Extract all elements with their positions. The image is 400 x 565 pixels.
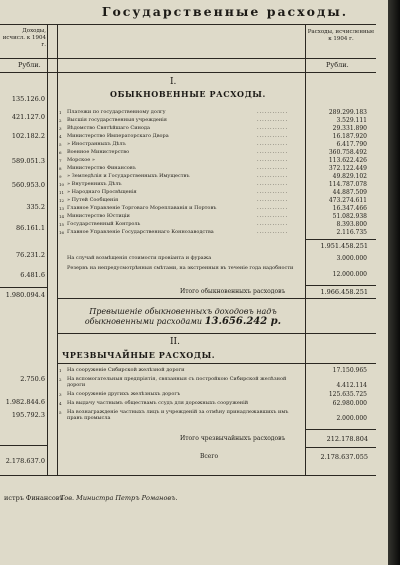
table-row: 12 » Путей Сообщенія ............ 473.274.611	[59, 197, 367, 204]
left-value: 2.750.6	[20, 375, 45, 383]
budget-table	[0, 24, 376, 476]
section-1-subtotal: 1.951.458.251	[320, 242, 368, 250]
left-value: 195.792.3	[11, 411, 45, 419]
section-2-total-rule	[305, 429, 376, 430]
surplus-note: Превышеніе обыкновенныхъ доходовъ надъ обыкновенными расходами 13.656.242 р.	[84, 307, 282, 327]
table-row: 7 Морское » ............ 113.622.426	[59, 157, 367, 164]
table-row: 6 Военное Министерство ............ 360.758.492	[59, 149, 367, 156]
left-column-header: Доходы, исчисл. к 1904 г.	[2, 28, 46, 48]
section-2-title-rule	[57, 363, 376, 364]
section-2-total-label: Итого чрезвычайныхъ расходовъ	[180, 435, 286, 442]
column-rule-left	[47, 25, 48, 475]
unit-rule	[0, 72, 376, 73]
table-row: 2 На вспомогательныя предпріятія, связанныя съ постройкою Сибирской желѣзной дороги 4.412.114	[59, 376, 367, 389]
right-unit-label: Рубли.	[326, 61, 349, 69]
table-row: 15 Государственный Контроль ............ 8.393.800	[59, 221, 367, 228]
grand-total: 2.178.637.055	[320, 453, 368, 461]
table-row: 3 Вѣдомство Святѣйшаго Синода ............ 29.331.890	[59, 125, 367, 132]
table-row: 9 » Земледѣлія и Государственныхъ Имуществъ ............ 49.829.102	[59, 173, 367, 180]
section-2-total: 212.178.804	[326, 435, 368, 443]
table-row: 1 На сооруженіе Сибирской желѣзной дороги 17.150.965	[59, 367, 367, 374]
total-rule	[305, 285, 376, 286]
footer-left-text: истръ Финансовъ	[4, 494, 64, 502]
table-row: 4 На выдачу частнымъ обществамъ ссудъ для дорожныхъ сооруженій 62.980.000	[59, 400, 367, 407]
table-row: 3 На сооруженіе другихъ желѣзныхъ дорогъ 125.635.725	[59, 391, 367, 398]
left-value: 421.127.0	[11, 113, 45, 121]
subtotal-rule	[305, 239, 376, 240]
left-unit-label: Рубли.	[18, 61, 41, 69]
section-2-start-rule	[57, 333, 376, 334]
left-value: 102.182.2	[11, 132, 45, 140]
book-spine-shadow	[388, 0, 400, 565]
right-column-header: Расходы, исчисленные к 1904 г.	[307, 29, 375, 42]
section-1-end-rule	[57, 298, 376, 299]
table-row: 13 Главное Управленіе Торговаго Мореплаванія и Портовъ ............ 16.347.466	[59, 205, 367, 212]
section-1-numeral: I.	[170, 77, 177, 87]
table-row: 5 » Иностранныхъ Дѣлъ ............ 6.417.790	[59, 141, 367, 148]
column-rule-right	[305, 25, 306, 475]
table-row: 10 » Внутреннихъ Дѣлъ ............ 114.787.078	[59, 181, 367, 188]
section-2-title: ЧРЕЗВЫЧАЙНЫЕ РАСХОДЫ.	[62, 350, 216, 360]
table-row: На случай возмѣщенія стоимости провіанта и фуража 3.000.000	[67, 255, 367, 262]
left-value: 76.231.2	[16, 251, 45, 259]
grand-total-label: Всего	[200, 453, 219, 460]
surplus-amount: 13.656.242 р.	[204, 316, 282, 327]
table-row: 11 » Народнаго Просвѣщенія ............ 44.887.509	[59, 189, 367, 196]
column-rule-left-inner	[57, 25, 58, 475]
left-grand-rule	[0, 445, 47, 446]
left-total-rule	[0, 287, 47, 288]
table-row: 5 На вознагражденіе частныхъ лицъ и учрежденій за отмѣну принадлежавшихъ имъ правъ промысла 2.000.000	[59, 409, 367, 422]
left-value: 2.178.637.0	[5, 457, 45, 465]
table-row: 4 Министерство Императорскаго Двора ............ 16.187.920	[59, 133, 367, 140]
table-row: 1 Платежи по государственному долгу ............ 289.299.183	[59, 109, 367, 116]
section-1-total: 1.966.458.251	[320, 288, 368, 296]
left-value: 86.161.1	[16, 224, 45, 232]
table-row: 14 Министерство Юстиціи ............ 51.082.938	[59, 213, 367, 220]
left-value: 560.953.0	[11, 181, 45, 189]
left-value: 1.982.844.6	[5, 398, 45, 406]
section-1-title: ОБЫКНОВЕННЫЕ РАСХОДЫ.	[110, 89, 266, 99]
grand-total-rule	[305, 447, 376, 448]
header-rule	[0, 58, 376, 59]
table-row: Резервъ на непредусмотрѣнныя смѣтами, на экстренныя въ теченіе года надобности 12.000.000	[67, 265, 367, 278]
left-value: 1.980.094.4	[5, 291, 45, 299]
left-value: 335.2	[26, 203, 45, 211]
footer-signature: Тов. Министра Петръ Романовъ.	[60, 494, 178, 502]
table-row: 2 Высшія государственныя учрежденія ............ 3.529.111	[59, 117, 367, 124]
left-value: 6.481.6	[20, 271, 45, 279]
section-1-total-label: Итого обыкновенныхъ расходовъ	[180, 288, 286, 295]
left-value: 135.126.0	[11, 95, 45, 103]
left-value: 589.051.3	[11, 157, 45, 165]
table-row: 16 Главное Управленіе Государственнаго Коннозаводства ............ 2.116.735	[59, 229, 367, 236]
running-title: Государственные расходы.	[101, 4, 349, 19]
section-2-numeral: II.	[170, 337, 180, 347]
table-row: 8 Министерство Финансовъ ............ 372.122.449	[59, 165, 367, 172]
